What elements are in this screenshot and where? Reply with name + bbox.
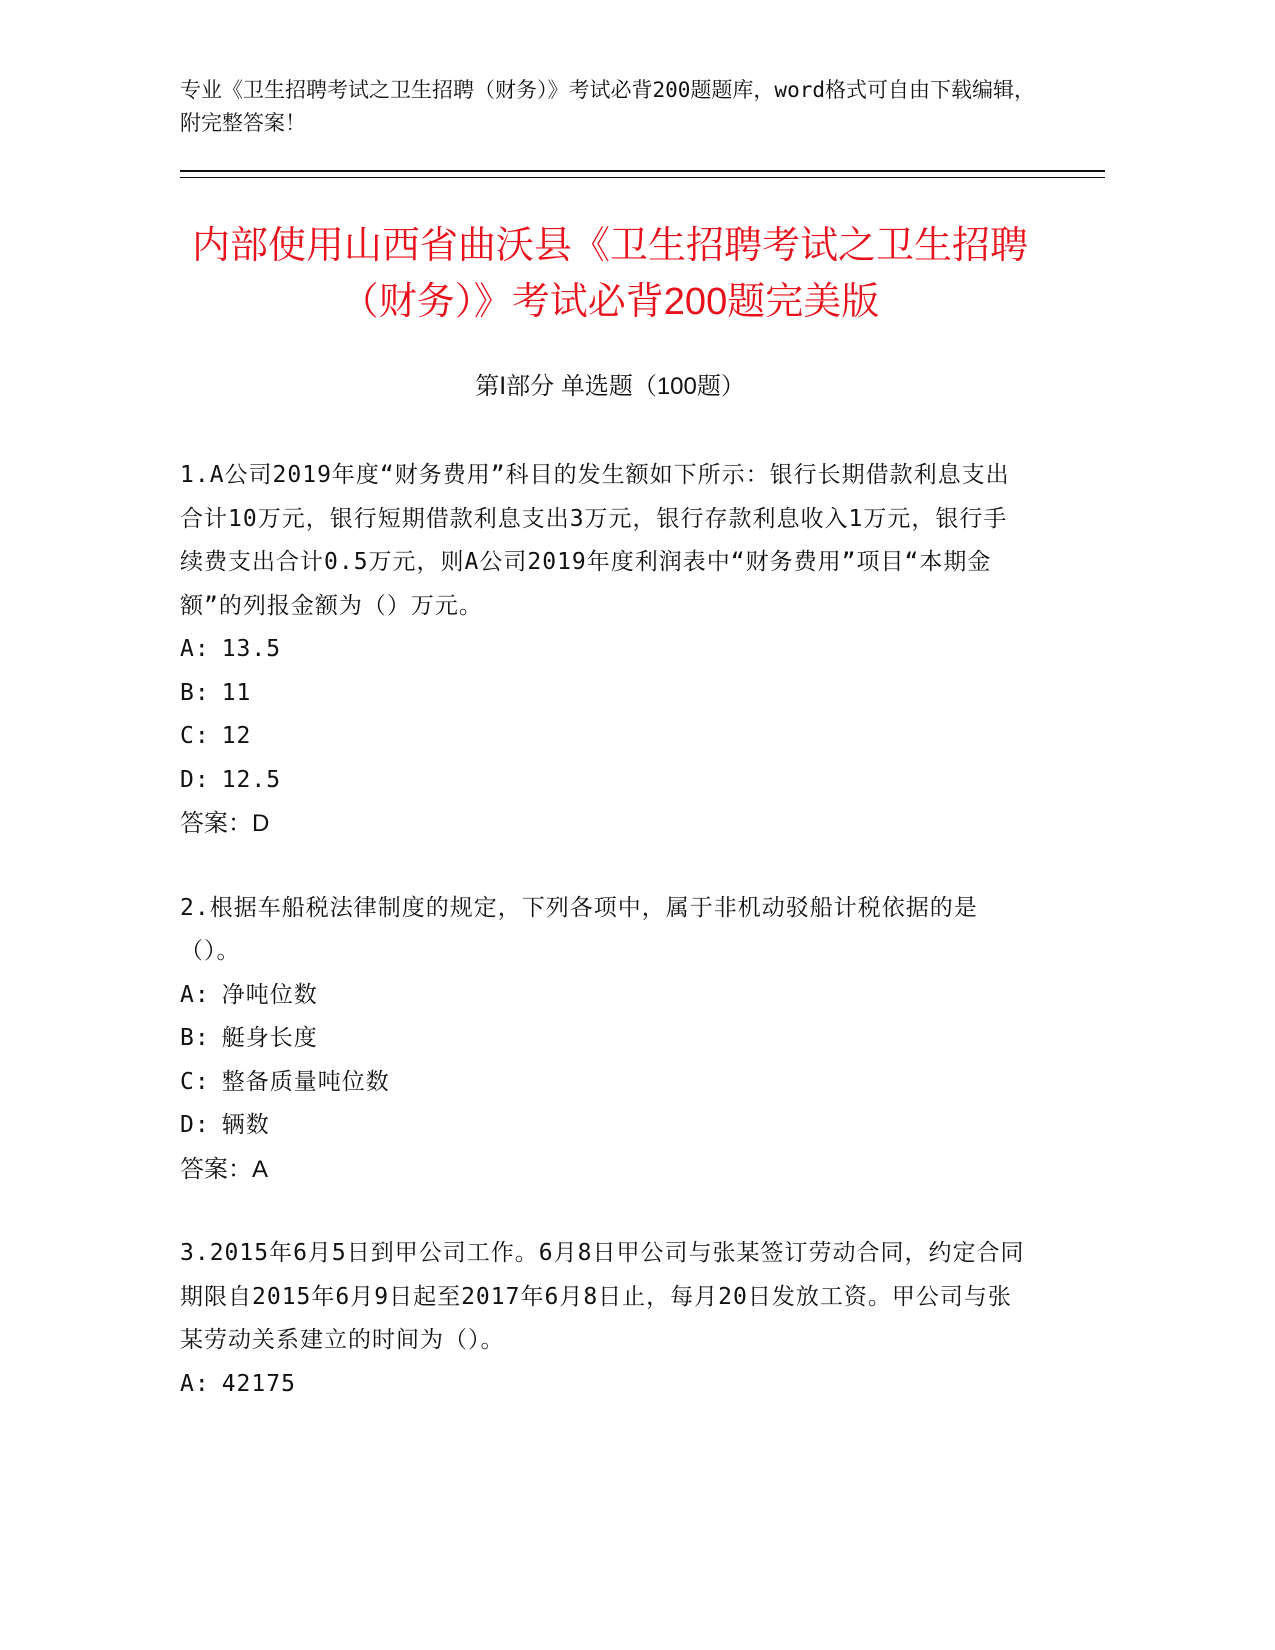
option-value: 净吨位数	[221, 981, 318, 1008]
option-value: 12.5	[221, 766, 282, 793]
document-title: 内部使用山西省曲沃县《卫生招聘考试之卫生招聘（财务）》考试必背200题完美版	[191, 225, 1028, 323]
option-key: C:	[180, 1068, 210, 1095]
option-key: A:	[180, 981, 210, 1008]
section-title: 第Ⅰ部分 单选题（100题）	[475, 373, 745, 400]
question-1	[180, 454, 1030, 846]
question-text: 2.根据车船税法律制度的规定，下列各项中，属于非机动驳船计税依据的是（）。	[180, 894, 978, 964]
option-value: 12	[221, 723, 252, 749]
header-note: 专业《卫生招聘考试之卫生招聘（财务）》考试必背200题题库，word格式可自由下载编辑，附完整答案！	[180, 78, 1035, 135]
option-value: 11	[221, 679, 252, 706]
option-key: A:	[180, 1370, 210, 1397]
option-value: 整备质量吨位数	[221, 1068, 390, 1095]
option-a	[180, 974, 1030, 1018]
question-2	[180, 887, 1030, 1192]
option-d	[180, 1104, 1030, 1148]
question-3	[180, 1232, 1030, 1406]
header-divider-thick	[180, 170, 1105, 172]
option-value: 辆数	[221, 1112, 270, 1138]
option-key: B:	[180, 1025, 210, 1051]
option-b	[180, 1017, 1030, 1061]
option-key: D:	[180, 1112, 210, 1138]
option-key: D:	[180, 766, 210, 793]
header-divider-thin	[180, 177, 1105, 178]
option-value: 13.5	[221, 636, 282, 662]
answer-line: 答案：A	[180, 1155, 269, 1183]
option-a	[180, 1363, 1030, 1407]
option-key: B:	[180, 679, 210, 706]
option-d	[180, 759, 1030, 803]
option-c	[180, 1061, 1030, 1105]
question-list	[180, 454, 1030, 1447]
option-key: C:	[180, 723, 210, 749]
question-text: 3.2015年6月5日到甲公司工作。6月8日甲公司与张某签订劳动合同，约定合同期限自2015年6月9日起至2017年6月8日止，每月20日发放工资。甲公司与张某劳动关系建立的时间为（）。	[180, 1240, 1025, 1353]
question-text: 1.A公司2019年度“财务费用”科目的发生额如下所示：银行长期借款利息支出合计10万元，银行短期借款利息支出3万元，银行存款利息收入1万元，银行手续费支出合计0.5万元，则A公司2019年度利润表中“财务费用”项目“本期金额”的列报金额为（）万元。	[180, 462, 1010, 619]
option-value: 42175	[221, 1370, 296, 1397]
option-value: 艇身长度	[221, 1025, 318, 1051]
answer-line: 答案：D	[180, 810, 270, 837]
option-b	[180, 672, 1030, 716]
option-c	[180, 715, 1030, 759]
option-key: A:	[180, 636, 210, 662]
option-a	[180, 628, 1030, 672]
